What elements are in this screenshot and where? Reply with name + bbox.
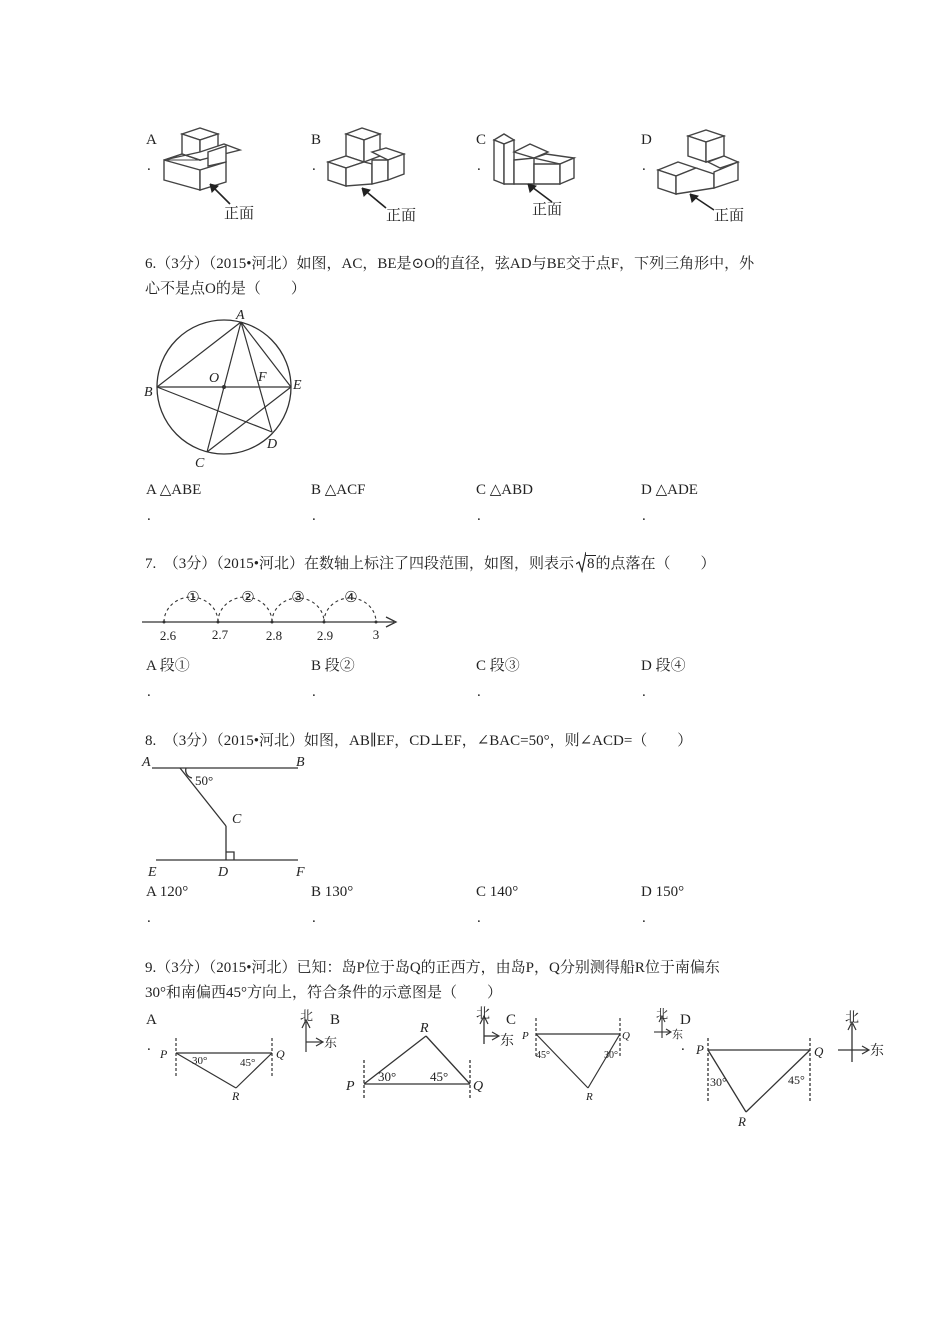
q6-stem-line2: 心不是点O的是（ ） <box>145 281 306 297</box>
q9-a-angle2: 45° <box>240 1057 256 1069</box>
q8-option-d[interactable]: D 150° <box>641 884 685 900</box>
q6-option-d-dot: . <box>642 508 646 524</box>
q6-label-e: E <box>293 378 302 393</box>
q9-option-a-dot: . <box>147 1038 151 1054</box>
q6-label-o: O <box>209 371 220 386</box>
q7-tick-1: 2.7 <box>211 627 229 642</box>
q9-a-r: R <box>232 1089 240 1103</box>
q9-c-q: Q <box>622 1030 630 1042</box>
q7-tick-4: 3 <box>372 627 380 642</box>
q9-a-north: 北 <box>300 1008 314 1023</box>
q7-option-a[interactable]: A 段① <box>146 658 190 674</box>
q8-label-e: E <box>148 865 157 880</box>
q6-option-c-dot: . <box>477 508 481 524</box>
q9-d-p: P <box>696 1042 704 1057</box>
q6-label-f: F <box>258 370 267 385</box>
q6-option-d[interactable]: D △ADE <box>641 482 698 498</box>
q9-b-p: P <box>346 1079 355 1094</box>
q9-b-north: 北 <box>476 1007 490 1022</box>
q7-segment-2: ② <box>241 590 255 606</box>
q8-label-a: A <box>142 755 151 770</box>
q7-segment-1: ① <box>186 590 200 606</box>
q5-front-label-d: 正面 <box>714 208 745 224</box>
q6-option-b-dot: . <box>312 508 316 524</box>
q6-option-a-dot: . <box>147 508 151 524</box>
q8-angle-label: 50° <box>195 773 214 788</box>
q5-front-label-a: 正面 <box>224 206 255 222</box>
q7-radicand: 8 <box>587 556 595 572</box>
q9-d-q: Q <box>814 1044 824 1059</box>
sqrt-symbol <box>576 551 596 577</box>
q9-d-small-east: 东 <box>672 1029 683 1041</box>
q9-b-angle2: 45° <box>430 1069 449 1084</box>
q6-circle-figure <box>140 306 310 472</box>
q5-front-label-b: 正面 <box>386 208 417 224</box>
q8-label-b: B <box>296 755 305 770</box>
q9-option-d-dot: . <box>681 1038 685 1054</box>
q7-option-b-dot: . <box>312 684 316 700</box>
q8-option-b-dot: . <box>312 910 316 926</box>
q7-stem-before: 7. （3分）（2015•河北）在数轴上标注了四段范围，如图，则表示 <box>145 556 575 572</box>
q9-figure-b <box>340 1004 530 1104</box>
q8-option-c[interactable]: C 140° <box>476 884 519 900</box>
q7-tick-2: 2.8 <box>265 628 283 643</box>
q9-figure-d <box>692 1010 892 1132</box>
q5-option-b-dot: . <box>312 158 316 174</box>
q7-option-a-dot: . <box>147 684 151 700</box>
q7-option-d[interactable]: D 段④ <box>641 658 686 674</box>
q9-d-r: R <box>738 1114 746 1129</box>
q7-segment-4: ④ <box>344 590 358 606</box>
q7-option-d-dot: . <box>642 684 646 700</box>
q5-option-d-dot: . <box>642 158 646 174</box>
q9-a-q: Q <box>276 1047 285 1061</box>
q7-tick-0: 2.6 <box>159 628 177 643</box>
q9-a-p: P <box>160 1047 168 1061</box>
q5-figure-d <box>654 126 754 226</box>
q6-label-c: C <box>195 456 205 471</box>
q5-option-c-dot: . <box>477 158 481 174</box>
q5-option-d-letter[interactable]: D <box>641 132 652 148</box>
q7-option-b[interactable]: B 段② <box>311 658 355 674</box>
radical-sign-icon <box>576 551 586 573</box>
q8-option-c-dot: . <box>477 910 481 926</box>
q9-d-north: 北 <box>845 1011 859 1026</box>
q6-option-b[interactable]: B △ACF <box>311 482 366 498</box>
q9-option-c-letter[interactable]: C <box>506 1012 517 1028</box>
q9-a-east: 东 <box>324 1035 338 1050</box>
q8-label-f: F <box>296 865 305 880</box>
q9-option-d-letter[interactable]: D <box>680 1012 691 1028</box>
q5-front-label-c: 正面 <box>532 202 563 218</box>
q9-b-r: R <box>420 1021 429 1036</box>
q8-label-c: C <box>232 812 242 827</box>
q9-d-angle2: 45° <box>788 1073 805 1087</box>
q7-option-c-dot: . <box>477 684 481 700</box>
q9-option-b-letter[interactable]: B <box>330 1012 341 1028</box>
q9-c-angle1: 45° <box>536 1050 550 1061</box>
q9-b-angle1: 30° <box>378 1069 397 1084</box>
q9-figure-c <box>516 1014 640 1104</box>
q8-option-b[interactable]: B 130° <box>311 884 354 900</box>
q6-stem-line1: 6.（3分）（2015•河北）如图，AC，BE是⊙O的直径，弦AD与BE交于点F，下列三角形中，外 <box>145 256 755 272</box>
q5-option-a-dot: . <box>147 158 151 174</box>
q9-b-q: Q <box>473 1079 484 1094</box>
q9-d-east: 东 <box>870 1044 884 1059</box>
q5-option-c-letter[interactable]: C <box>476 132 487 148</box>
q9-stem-line1: 9.（3分）（2015•河北）已知：岛P位于岛Q的正西方，由岛P，Q分别测得船R位于南偏东 <box>145 960 720 976</box>
q6-option-c[interactable]: C △ABD <box>476 482 533 498</box>
q9-stem-line2: 30°和南偏西45°方向上，符合条件的示意图是（ ） <box>145 985 502 1001</box>
q5-option-b-letter[interactable]: B <box>311 132 322 148</box>
q7-stem-after: 的点落在（ ） <box>595 556 716 572</box>
q8-stem: 8. （3分）（2015•河北）如图，AB∥EF，CD⊥EF，∠BAC=50°，则∠ACD=（ ） <box>145 733 693 749</box>
q9-b-east: 东 <box>500 1034 514 1049</box>
q9-d-small-north: 北 <box>656 1008 669 1021</box>
q6-label-a: A <box>236 308 245 323</box>
q9-figure-a <box>156 1006 340 1106</box>
q9-c-angle2: 30° <box>604 1050 618 1061</box>
q7-tick-3: 2.9 <box>316 628 334 643</box>
q6-label-b: B <box>144 385 153 400</box>
q8-label-d: D <box>218 865 229 880</box>
q8-option-a[interactable]: A 120° <box>146 884 189 900</box>
q5-option-a-letter[interactable]: A <box>146 132 157 148</box>
q7-stem <box>145 551 716 577</box>
q6-label-d: D <box>267 437 278 452</box>
q9-c-r: R <box>586 1091 593 1103</box>
q6-option-a[interactable]: A △ABE <box>146 482 202 498</box>
q7-number-line <box>140 582 410 646</box>
q5-figure-b <box>324 124 424 228</box>
q7-segment-3: ③ <box>291 590 305 606</box>
q9-d-angle1: 30° <box>710 1075 727 1089</box>
q5-figure-a <box>160 126 280 226</box>
q8-option-a-dot: . <box>147 910 151 926</box>
q8-figure <box>140 752 320 882</box>
q9-a-angle1: 30° <box>192 1055 208 1067</box>
q5-figure-c <box>490 130 590 222</box>
q8-option-d-dot: . <box>642 910 646 926</box>
q9-option-a-letter[interactable]: A <box>146 1012 157 1028</box>
q7-option-c[interactable]: C 段③ <box>476 658 520 674</box>
q9-c-p: P <box>522 1030 529 1042</box>
